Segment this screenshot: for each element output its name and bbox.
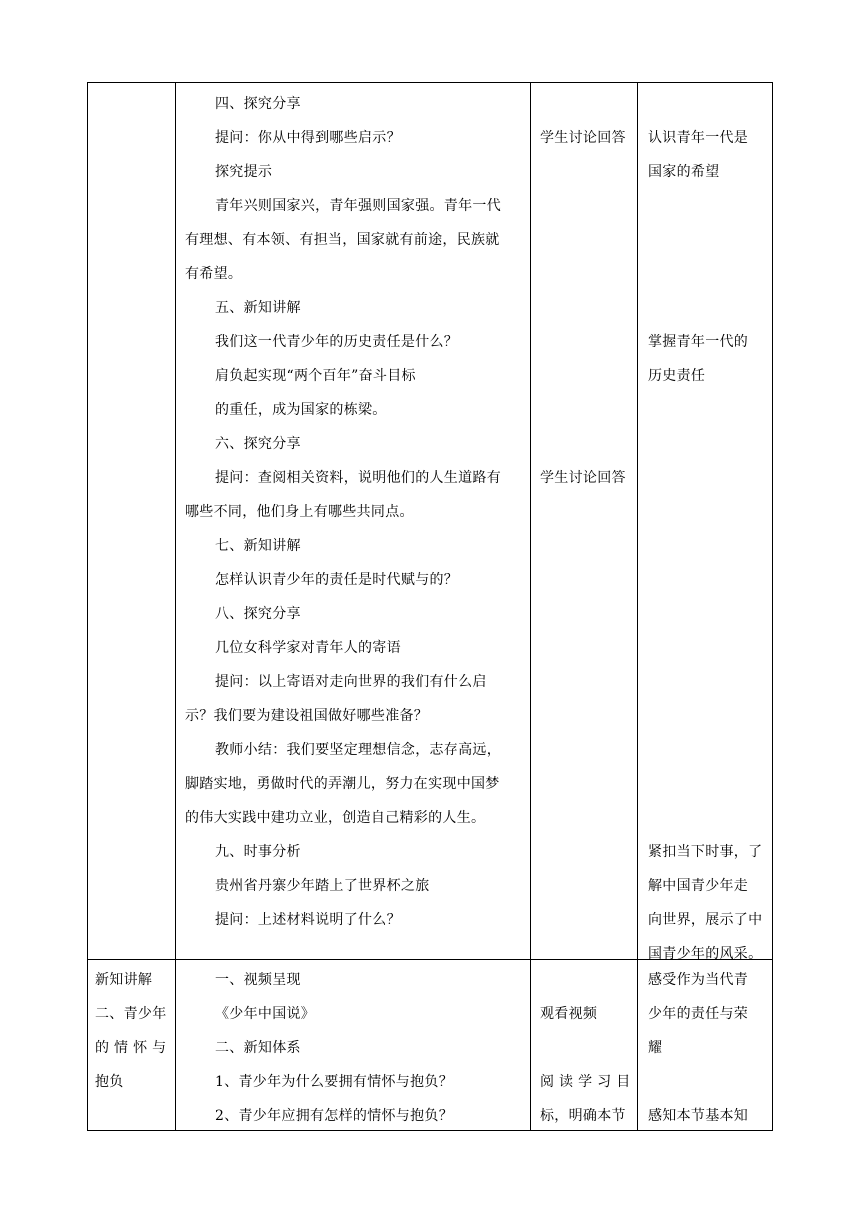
question-text: 提问：以上寄语对走向世界的我们有什么启 (215, 674, 487, 690)
column-divider-content (530, 82, 531, 1131)
section-heading: 六、探究分享 (215, 436, 301, 452)
section-heading: 七、新知讲解 (215, 538, 301, 554)
question-text: 哪些不同，他们身上有哪些共同点。 (185, 504, 414, 520)
student-activity: 观看视频 (540, 1006, 598, 1022)
design-intent-line: 掌握青年一代的 (648, 334, 749, 350)
student-activity: 学生讨论回答 (540, 470, 626, 486)
table-bottom-border (87, 1130, 773, 1131)
answer-text-line: 肩负起实现“两个百年”奋斗目标 (215, 368, 416, 384)
section-heading: 八、探究分享 (215, 606, 301, 622)
stage-label-line: 二、青少年 (95, 1006, 167, 1022)
design-intent-line: 向世界，展示了中 (648, 912, 763, 928)
table-right-border (772, 82, 773, 1131)
question-text: 怎样认识青少年的责任是时代赋与的？ (215, 572, 459, 588)
column-divider-stage (175, 82, 176, 1131)
section-heading: 二、新知体系 (215, 1040, 301, 1056)
section-heading: 五、新知讲解 (215, 300, 301, 316)
summary-text-line: 教师小结：我们要坚定理想信念，志存高远， (215, 742, 501, 758)
question-text: 示？我们要为建设祖国做好哪些准备？ (185, 708, 429, 724)
student-activity: 标，明确本节 (540, 1108, 626, 1124)
design-intent-line: 国家的希望 (648, 164, 720, 180)
question-text: 提问：上述材料说明了什么？ (215, 912, 401, 928)
hint-heading: 探究提示 (215, 164, 273, 180)
stage-label-line: 新知讲解 (95, 972, 153, 988)
material-title: 贵州省丹寨少年踏上了世界杯之旅 (215, 878, 430, 894)
design-intent-line: 耀 (648, 1040, 663, 1056)
material-title: 几位女科学家对青年人的寄语 (215, 640, 401, 656)
answer-text-line: 的重任，成为国家的栋梁。 (215, 402, 387, 418)
design-intent-line: 感受作为当代青 (648, 972, 749, 988)
question-text: 提问：查阅相关资料，说明他们的人生道路有 (215, 470, 501, 486)
hint-text-line: 有希望。 (185, 266, 243, 282)
question-text: 2、青少年应拥有怎样的情怀与抱负？ (215, 1108, 454, 1124)
column-divider-student (637, 82, 638, 1131)
design-intent-line: 感知本节基本知 (648, 1108, 749, 1124)
hint-text-line: 青年兴则国家兴，青年强则国家强。青年一代 (215, 198, 501, 214)
student-activity: 阅 读 学 习 目 (540, 1074, 631, 1090)
student-activity: 学生讨论回答 (540, 130, 626, 146)
design-intent-line: 紧扣当下时事，了 (648, 844, 763, 860)
section-heading: 四、探究分享 (215, 96, 301, 112)
design-intent-line: 历史责任 (648, 368, 706, 384)
table-top-border (87, 82, 773, 83)
question-text: 1、青少年为什么要拥有情怀与抱负？ (215, 1074, 454, 1090)
question-text: 提问：你从中得到哪些启示？ (215, 130, 401, 146)
video-title: 《少年中国说》 (215, 1006, 316, 1022)
question-text: 我们这一代青少年的历史责任是什么？ (215, 334, 459, 350)
design-intent-line: 认识青年一代是 (648, 130, 749, 146)
design-intent-line: 国青少年的风采。 (648, 946, 763, 962)
hint-text-line: 有理想、有本领、有担当，国家就有前途，民族就 (185, 232, 500, 248)
section-heading: 九、时事分析 (215, 844, 301, 860)
stage-label-line: 的 情 怀 与 (95, 1040, 167, 1056)
design-intent-line: 少年的责任与荣 (648, 1006, 749, 1022)
design-intent-line: 解中国青少年走 (648, 878, 749, 894)
summary-text-line: 脚踏实地，勇做时代的弄潮儿，努力在实现中国梦 (185, 776, 500, 792)
section-heading: 一、视频呈现 (215, 972, 301, 988)
table-left-border (87, 82, 88, 1131)
summary-text-line: 的伟大实践中建功立业，创造自己精彩的人生。 (185, 810, 486, 826)
stage-label-line: 抱负 (95, 1074, 124, 1090)
lesson-plan-table (87, 82, 773, 1131)
